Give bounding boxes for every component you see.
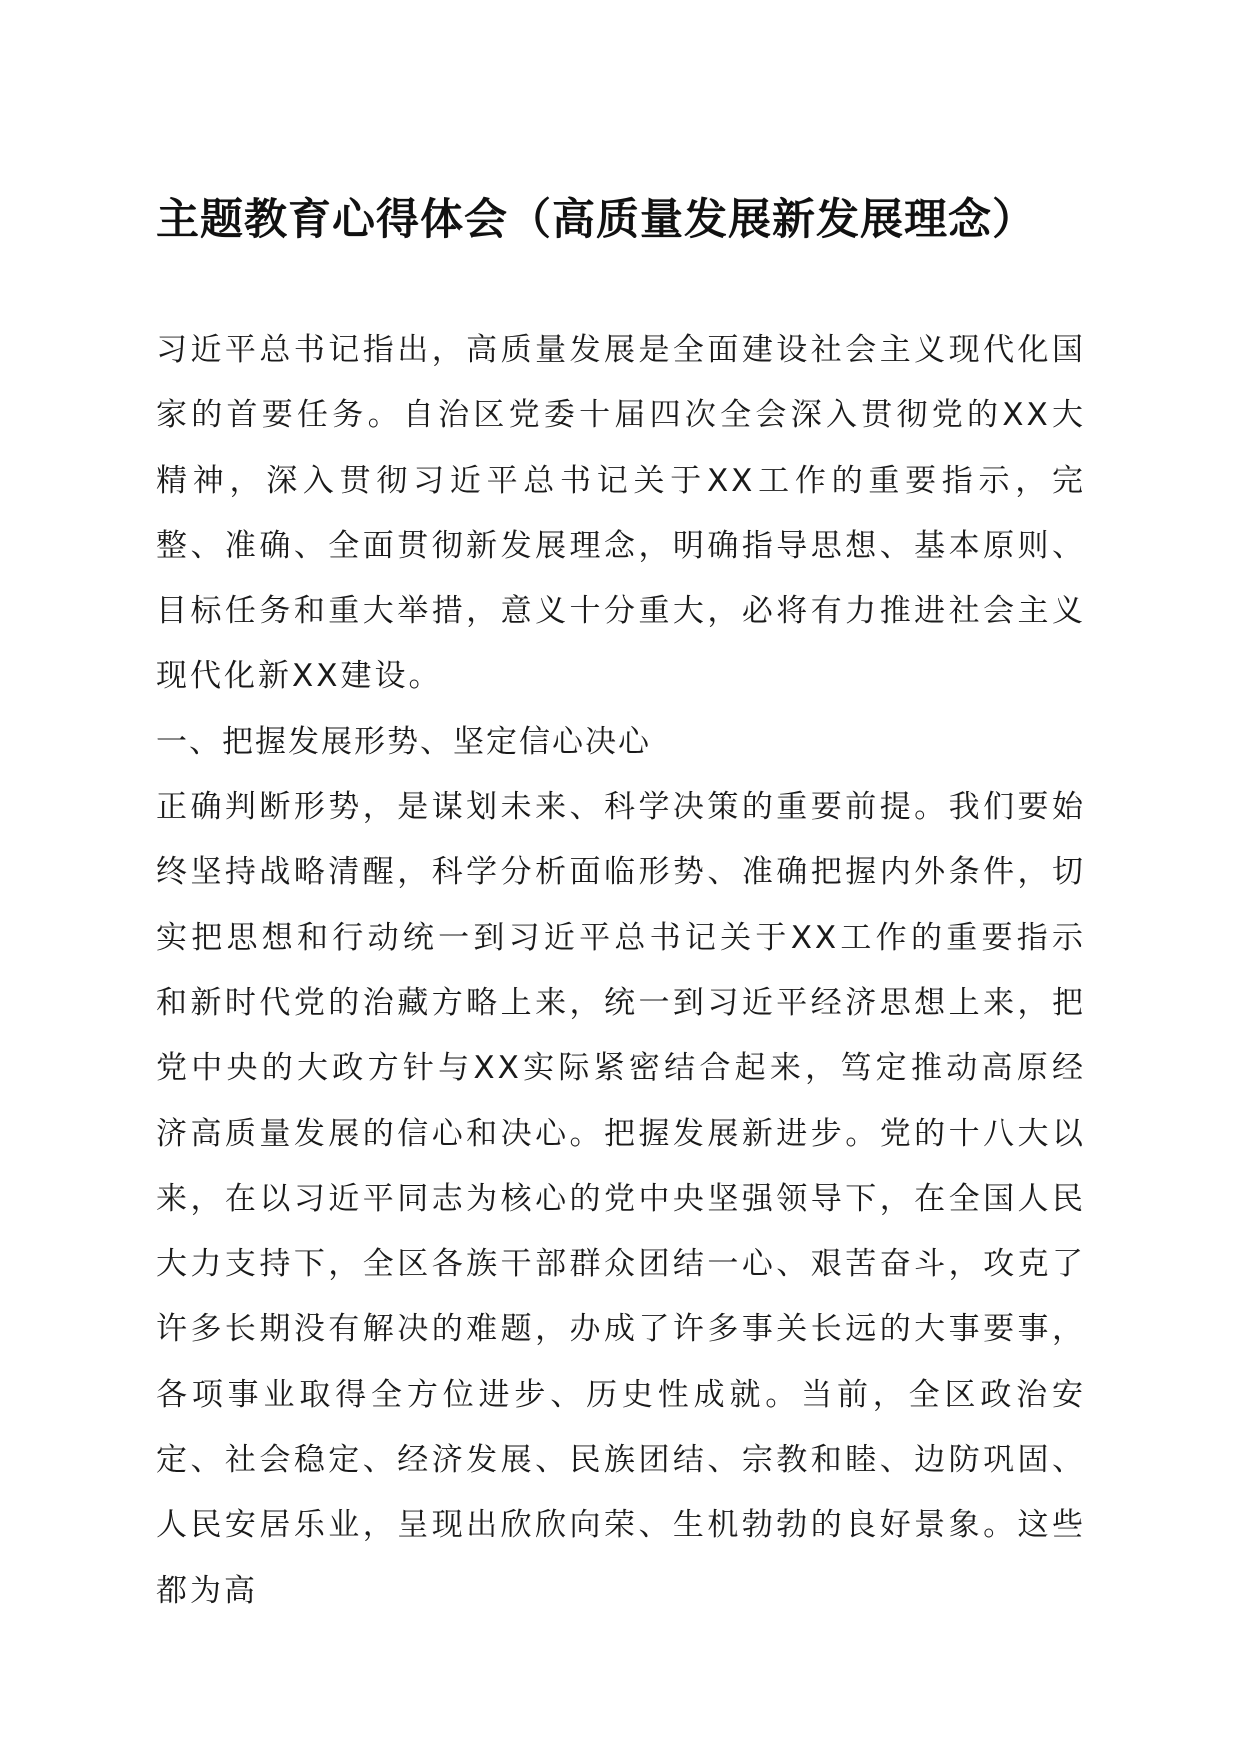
document-title: 主题教育心得体会（高质量发展新发展理念）	[156, 195, 1036, 245]
paragraph-intro: 习近平总书记指出，高质量发展是全面建设社会主义现代化国家的首要任务。自治区党委十届四次全会深入贯彻党的XX大精神，深入贯彻习近平总书记关于XX工作的重要指示，完整、准确、全面贯彻新发展理念，明确指导思想、基本原则、目标任务和重大举措，意义十分重大，必将有力推进社会主义现代化新XX建设。	[156, 332, 1086, 695]
document-body	[156, 318, 1086, 1624]
paragraph-situation: 正确判断形势，是谋划未来、科学决策的重要前提。我们要始终坚持战略清醒，科学分析面临形势、准确把握内外条件，切实把思想和行动统一到习近平总书记关于XX工作的重要指示和新时代党的治藏方略上来，统一到习近平经济思想上来，把党中央的大政方针与XX实际紧密结合起来，笃定推动高原经济高质量发展的信心和决心。把握发展新进步。党的十八大以来，在以习近平同志为核心的党中央坚强领导下，在全国人民大力支持下，全区各族干部群众团结一心、艰苦奋斗，攻克了许多长期没有解决的难题，办成了许多事关长远的大事要事，各项事业取得全方位进步、历史性成就。当前，全区政治安定、社会稳定、经济发展、民族团结、宗教和睦、边防巩固、人民安居乐业，呈现出欣欣向荣、生机勃勃的良好景象。这些都为高	[156, 789, 1086, 1609]
section-heading: 一、把握发展形势、坚定信心决心	[156, 723, 651, 760]
